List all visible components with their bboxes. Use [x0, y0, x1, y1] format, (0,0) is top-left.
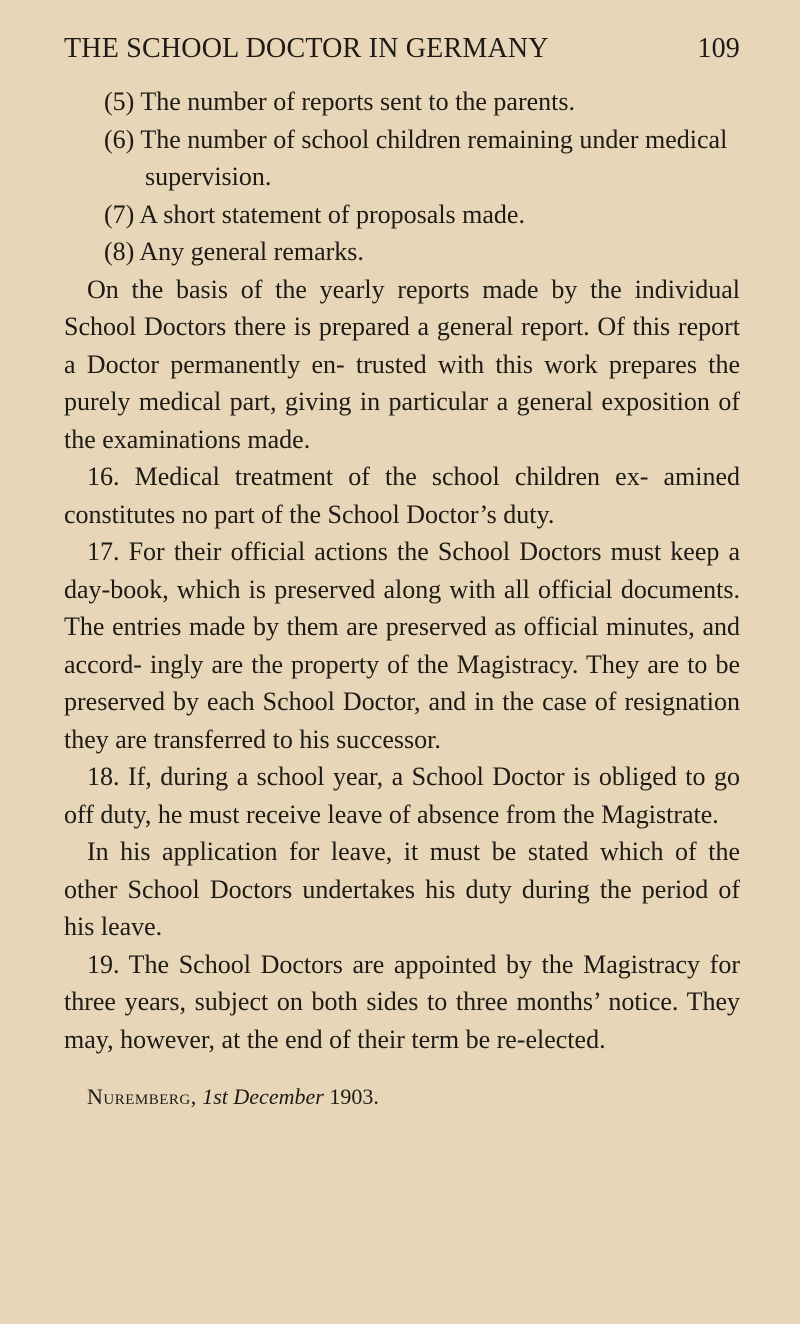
list-item: (8) Any general remarks. — [104, 237, 364, 266]
numbered-list — [64, 83, 740, 271]
paragraph: 17. For their official actions the School Doctors must keep a day-book, which is preserved along with all official documents. The entries made by them are preserved as official minutes, and accord- ingly are the property of the Magistracy. They are to be preserved by each School Doctor, and in the case of resignation they are transferred to his successor. — [64, 537, 740, 754]
paragraph: 16. Medical treatment of the school children ex- amined constitutes no part of the School Doctor’s duty. — [64, 462, 740, 529]
signoff-date: 1st December — [202, 1084, 324, 1109]
page-number: 109 — [697, 33, 740, 64]
list-item: (5) The number of reports sent to the parents. — [104, 87, 575, 116]
running-header — [64, 33, 740, 65]
paragraph: 19. The School Doctors are appointed by the Magistracy for three years, subject on both sides to three months’ notice. They may, however, at the end of their term be re-elected. — [64, 949, 740, 1054]
paragraph: In his application for leave, it must be stated which of the other School Doctors undertakes his duty during the period of his leave. — [64, 837, 740, 941]
running-title: THE SCHOOL DOCTOR IN GERMANY — [64, 33, 549, 64]
signoff — [87, 1084, 740, 1110]
list-item: (6) The number of school children remaining under medical supervision. — [104, 124, 728, 191]
signoff-year: 1903. — [329, 1084, 379, 1109]
paragraph: On the basis of the yearly reports made by the individual School Doctors there is prepared a general report. Of this report a Doctor permanently en- trusted with this work prepares the purely medical part, giving in particular a general exposition of the examinations made. — [64, 274, 740, 454]
body-text — [64, 271, 740, 1059]
paragraph: 18. If, during a school year, a School Doctor is obliged to go off duty, he must receive leave of absence from the Magistrate. — [64, 762, 740, 829]
signoff-place: Nuremberg, — [87, 1084, 197, 1109]
list-item: (7) A short statement of proposals made. — [104, 199, 525, 229]
